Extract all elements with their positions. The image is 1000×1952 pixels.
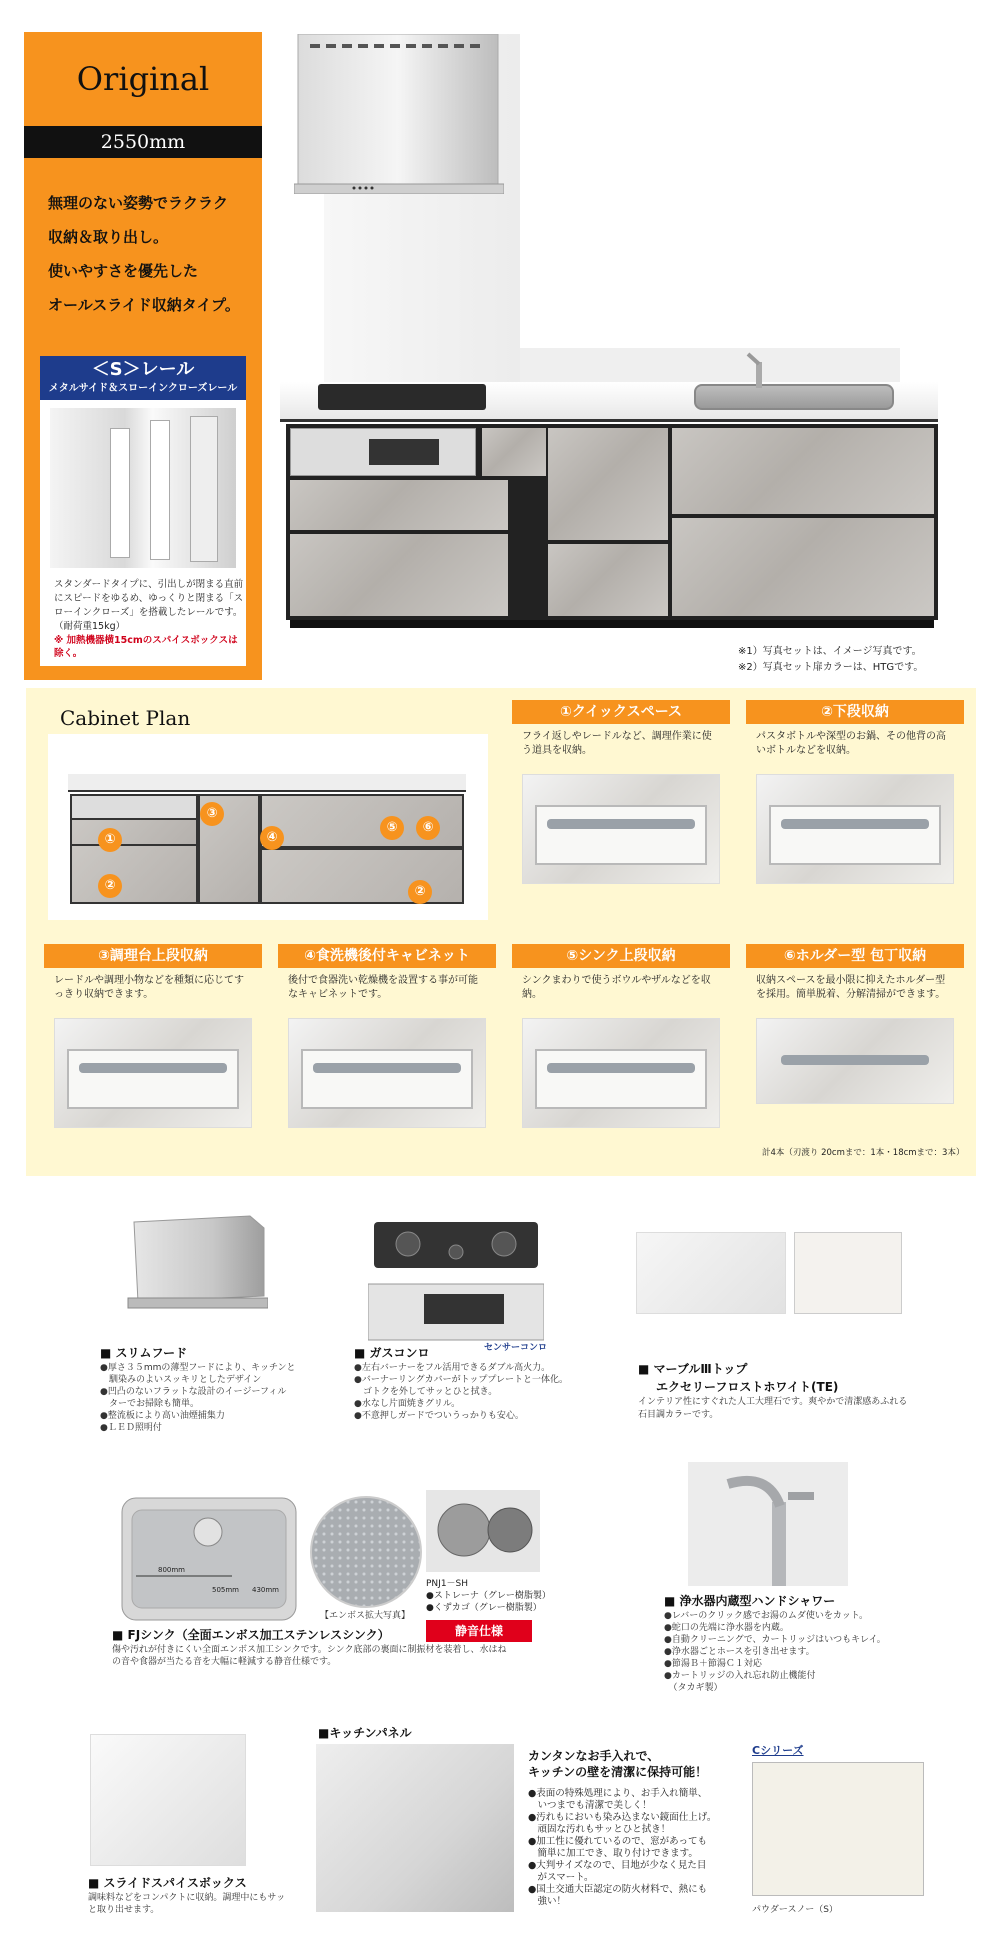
hand-shower-faucet-image [688,1462,848,1586]
feature-photo [522,1018,720,1128]
emboss-label: 【エンボス拡大写真】 [320,1611,411,1621]
hero-copy-line: 使いやすさを優先した [48,262,199,280]
photo-note: ※1）写真セットは、イメージ写真です。 [738,646,922,657]
feature-line: ●蛇口の先端に浄水器を内蔵。 [664,1623,789,1633]
feature-line: ●不意押しガードでついうっかりも安心。 [354,1411,524,1421]
feature-card [746,944,964,1104]
feature-card [278,944,496,1128]
plan-badge: ③ [200,802,224,826]
range-hood-image [294,34,504,194]
cabinet-door [548,428,668,540]
hood-title: ■ スリムフード [100,1346,188,1360]
feature-text: レードルや調理小物などを種類に応じてすっきり収納できます。 [54,975,244,1000]
feature-line: ●加工性に優れているので、窓があっても [528,1836,708,1847]
feature-line: ●左右バーナーをフル活用できるダブル高火力。 [354,1363,551,1373]
feature-card [512,700,730,884]
feature-title: ⑥ホルダー型 包丁収納 [746,944,964,968]
plan-badge: ① [98,828,122,852]
hood-features [100,1362,296,1434]
feature-line: ●節湯Ｂ＋節湯Ｃ１対応 [664,1659,762,1669]
gas-stove-image [368,1222,544,1344]
gas-cooktop [318,384,486,410]
hero-copy-line: オールスライド収納タイプ。 [48,296,240,314]
feature-line: 頑固な汚れもサッとひと拭き！ [528,1824,671,1835]
feature-line: がスマート。 [528,1872,594,1883]
feature-text: 後付で食器洗い乾燥機を設置する事が可能なキャビネットです。 [288,975,478,1000]
feature-line: ●自動クリーニングで、カートリッジはいつもキレイ。 [664,1635,886,1645]
feature-photo [522,774,720,884]
rail-subtitle: メタルサイド＆スローインクローズレール [48,383,238,394]
headline-line: カンタンなお手入れで、 [528,1749,660,1763]
faucet-image [740,352,780,388]
marble-title [638,1360,838,1396]
feature-line: ●レバーのクリック感でお湯のムダ使いをカット。 [664,1611,868,1621]
plan-badge: ⑥ [416,816,440,840]
sink-dim-width: 800mm [158,1566,185,1574]
plan-badge: ② [408,880,432,904]
marble-title-line: ■ マーブルⅢトップ [638,1362,748,1376]
kitchen-panel-title: ■キッチンパネル [318,1726,412,1740]
feature-card [746,700,964,884]
feature-line: 強い！ [528,1896,567,1907]
feature-line: 簡単に加工でき、取り付けできます。 [528,1848,698,1859]
hero-copy [48,186,258,322]
feature-line: ゴトクを外してサッとひと拭き。 [354,1387,498,1397]
feature-line: ●バーナーリングカバーがトッププレートと一体化。 [354,1375,569,1385]
oven-panel [290,428,476,476]
cabinet-door [290,480,508,530]
feature-title: ③調理台上段収納 [44,944,262,968]
feature-line: ●整流板により高い油煙捕集力 [100,1411,225,1421]
kitchen-panel-headline [528,1748,707,1780]
marble-top-photo [636,1232,786,1314]
emboss-closeup [310,1496,422,1608]
fj-sink-image [120,1496,298,1622]
rail-header [40,356,246,400]
feature-line: （タカギ製） [664,1683,723,1693]
cabinet-door [548,544,668,616]
rail-note: ※ 加熱機器横15cmのスパイスボックスは除く。 [54,635,238,659]
shower-title: ■ 浄水器内蔵型ハンドシャワー [664,1594,836,1608]
feature-line: ●表面の特殊処理により、お手入れ簡単、 [528,1788,708,1799]
pnj-item: ●くずカゴ（グレー樹脂製） [426,1603,542,1613]
feature-title: ⑤シンク上段収納 [512,944,730,968]
marble-color-name: エクセリーフロストホワイト(TE) [656,1380,839,1394]
sensor-label: センサーコンロ [484,1343,548,1353]
color-swatch [752,1762,924,1896]
spice-description: 調味料などをコンパクトに収納。調理中にもサッと取り出せます。 [88,1893,286,1915]
feature-line: 馴染みのよいスッキリとしたデザイン [100,1375,262,1385]
series-title: Original [76,60,210,98]
cabinet-door [672,428,934,514]
photo-note: ※2）写真セット扉カラーは、HTGです。 [738,662,924,673]
feature-title: ①クイックスペース [512,700,730,724]
marble-description: インテリア性にすぐれた人工大理石です。爽やかで清潔感あふれる石目調カラーです。 [638,1397,908,1420]
feature-photo [288,1018,486,1128]
feature-line: ●凹凸のないフラットな設計のイージーフィル [100,1387,287,1397]
rail-description: スタンダードタイプに、引出しが閉まる直前にスピードをゆるめ、ゆっくりと閉まる「スローインクローズ」を搭載したレールです。（耐荷重15kg） [54,579,244,632]
feature-photo [756,1018,954,1104]
headline-line: キッチンの壁を清潔に保持可能！ [528,1765,708,1779]
feature-photo [756,774,954,884]
strainer-image [426,1490,540,1572]
feature-line: ●厚さ３５mmの薄型フードにより、キッチンと [100,1363,296,1373]
feature-line: ●カートリッジの入れ忘れ防止機能付 [664,1671,816,1681]
feature-line: いつまでも清潔で美しく！ [528,1800,652,1811]
feature-text: フライ返しやレードルなど、調理作業に使う道具を収納。 [522,731,712,756]
feature-line: ●浄水器ごとホースを引き出せます。 [664,1647,815,1657]
sink-title: ■ FJシンク（全面エンボス加工ステンレスシンク） [112,1628,390,1642]
pnj-item: ●ストレーナ（グレー樹脂製） [426,1591,551,1601]
rail-photo [50,408,236,568]
gas-title: ■ ガスコンロ [354,1346,430,1360]
sink [694,384,894,410]
kitchen-panel-photo [316,1744,514,1912]
quiet-badge: 静音仕様 [426,1620,532,1642]
cabinet-plan-title: Cabinet Plan [60,706,191,730]
sink-dim-front: 430mm [252,1586,279,1594]
kitchen-panel-features [528,1788,760,1908]
feature-title: ②下段収納 [746,700,964,724]
color-name: パウダースノー（S） [752,1905,838,1915]
feature-text: パスタボトルや深型のお鍋、その他背の高いボトルなどを収納。 [756,731,946,756]
feature-line: ターでお掃除も簡単。 [100,1399,200,1409]
feature-photo [54,1018,252,1128]
pnj-model: PNJ1－SH [426,1579,469,1589]
feature-card [512,944,730,1128]
plan-badge: ④ [260,826,284,850]
marble-swatch [794,1232,902,1314]
feature-line: ●国土交通大臣認定の防火材料で、熱にも [528,1884,708,1895]
base-cabinet [286,424,938,620]
feature-line: ●大判サイズなので、目地が少なく見た目 [528,1860,707,1871]
sink-description: 傷や汚れが付きにくい全面エンボス加工シンクです。シンク底部の裏面に制振材を装着し、水はねの音や食器が当たる音を大幅に軽減する静音仕様です。 [112,1645,507,1667]
cabinet-plan-image [48,734,488,920]
spice-box-photo [90,1734,246,1866]
rail-title: ＜S＞レール [91,359,195,380]
plan-badge: ⑤ [380,816,404,840]
cabinet-door [672,518,934,616]
shower-features [664,1610,886,1694]
hero-copy-line: 無理のない姿勢でラクラク [48,194,229,212]
cabinet-door [290,534,508,616]
feature-line: ●水なし片面焼きグリル。 [354,1399,461,1409]
toe-kick [290,620,934,628]
spice-title: ■ スライドスパイスボックス [88,1876,247,1890]
size-label: 2550mm [24,126,262,158]
sink-dim-depth: 505mm [212,1586,239,1594]
photo-notes [738,644,923,676]
feature-text: シンクまわりで使うボウルやザルなどを収納。 [522,975,711,1000]
gas-features [354,1362,568,1422]
slim-hood-image [124,1212,268,1316]
feature-card [44,944,262,1128]
feature-title: ④食洗機後付キャビネット [278,944,496,968]
plan-badge: ② [98,874,122,898]
knife-note: 計4本（刃渡り 20cmまで：1本・18cmまで：3本） [762,1148,965,1158]
cabinet-door [482,428,546,476]
feature-text: 収納スペースを最小限に抑えたホルダー型を採用。簡単脱着、分解清掃ができます。 [756,975,946,1000]
hero-copy-line: 収納＆取り出し。 [48,228,169,246]
series-label: Cシリーズ [752,1744,804,1757]
feature-line: ●ＬＥＤ照明付 [100,1423,162,1433]
pnj-info [426,1578,551,1614]
feature-line: ●汚れもにおいも染み込まない鏡面仕上げ。 [528,1812,717,1823]
